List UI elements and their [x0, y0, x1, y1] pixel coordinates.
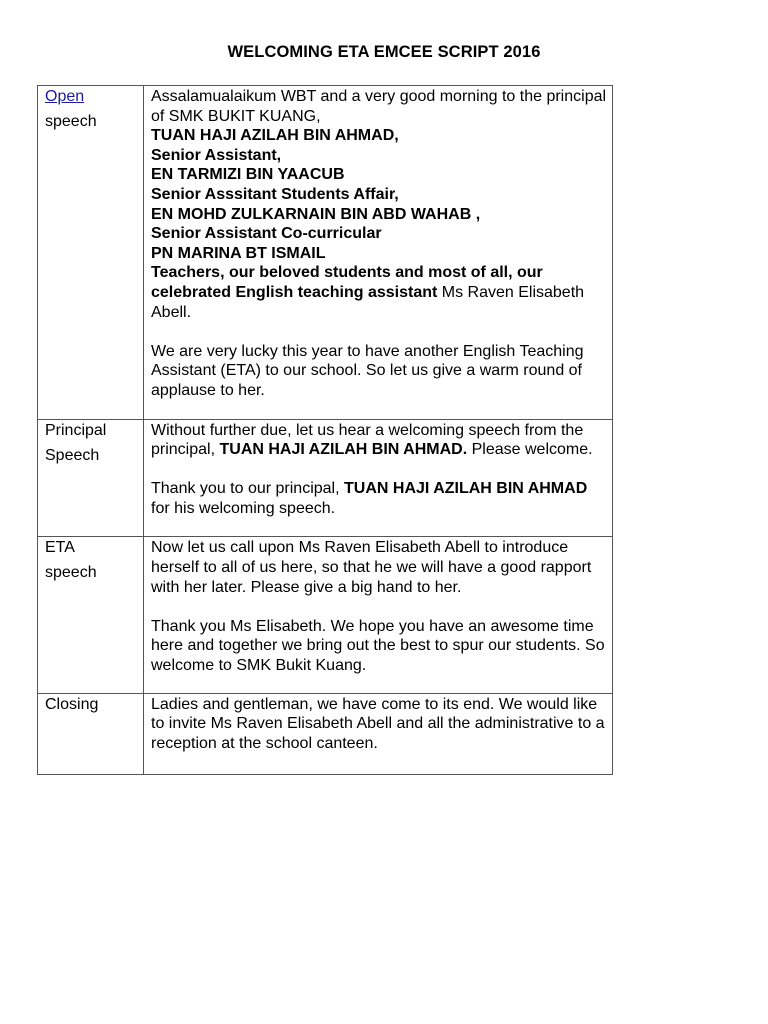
eta-name-text: Ms Raven Elisabeth Abell.	[151, 283, 585, 321]
principal-name: TUAN HAJI AZILAH BIN AHMAD	[344, 480, 588, 498]
name-line: PN MARINA BT ISMAIL	[151, 244, 326, 262]
greeting-line: Assalamualaikum WBT and a very good morning to the principal of SMK BUKIT KUANG,	[151, 88, 607, 125]
script-cell	[144, 86, 613, 420]
script-cell	[144, 693, 613, 775]
text-run: Without further due, let us hear a welcoming speech from the principal,	[151, 421, 584, 459]
paragraph: Ladies and gentleman, we have come to its end. We would like to invite Ms Raven Elisabeth Abell and all the administrative to a reception at the school canteen.	[151, 695, 605, 752]
role-cell	[38, 419, 144, 537]
paragraph	[151, 87, 608, 322]
table-row	[38, 693, 613, 775]
name-line: TUAN HAJI AZILAH BIN AHMAD,	[151, 127, 399, 145]
role-label: speech	[45, 113, 97, 130]
script-table	[37, 85, 613, 775]
text-run: Please welcome.	[467, 441, 593, 459]
name-line: EN MOHD ZULKARNAIN BIN ABD WAHAB ,	[151, 205, 481, 223]
document-title: WELCOMING ETA EMCEE SCRIPT 2016	[227, 43, 541, 61]
role-label: Speech	[45, 446, 100, 464]
name-line: Senior Asssitant Students Affair,	[151, 185, 399, 203]
open-link[interactable]: Open	[45, 88, 85, 105]
table-row	[38, 537, 613, 693]
name-line: Senior Assistant Co-curricular	[151, 225, 382, 243]
role-label: ETA	[45, 539, 75, 557]
script-cell	[144, 537, 613, 693]
text-run: for his welcoming speech.	[151, 499, 336, 517]
role-cell	[38, 537, 144, 693]
paragraph	[151, 479, 608, 518]
role-label: speech	[45, 564, 97, 582]
role-label: Principal	[45, 421, 107, 439]
role-cell	[38, 86, 144, 420]
paragraph: Thank you Ms Elisabeth. We hope you have an awesome time here and together we bring out the best to spur our students. So welcome to SMK Bukit Kuang.	[151, 617, 605, 675]
name-line: EN TARMIZI BIN YAACUB	[151, 166, 345, 184]
principal-name: TUAN HAJI AZILAH BIN AHMAD.	[219, 441, 468, 459]
table-row	[38, 419, 613, 537]
paragraph	[151, 421, 608, 460]
script-cell	[144, 419, 613, 537]
paragraph: Now let us call upon Ms Raven Elisabeth Abell to introduce herself to all of us here, so that he we will have a good rapport with her later. Please give a big hand to her.	[151, 539, 592, 596]
paragraph: We are very lucky this year to have another English Teaching Assistant (ETA) to our school. So let us give a warm round of applause to her.	[151, 342, 584, 399]
table-row	[38, 86, 613, 420]
role-cell	[38, 693, 144, 775]
audience-text: Teachers, our beloved students and most of all, our celebrated English teaching assistant	[151, 264, 543, 301]
role-label: Closing	[45, 695, 99, 713]
text-run: Thank you to our principal,	[151, 480, 344, 498]
name-line: Senior Assistant,	[151, 146, 282, 164]
